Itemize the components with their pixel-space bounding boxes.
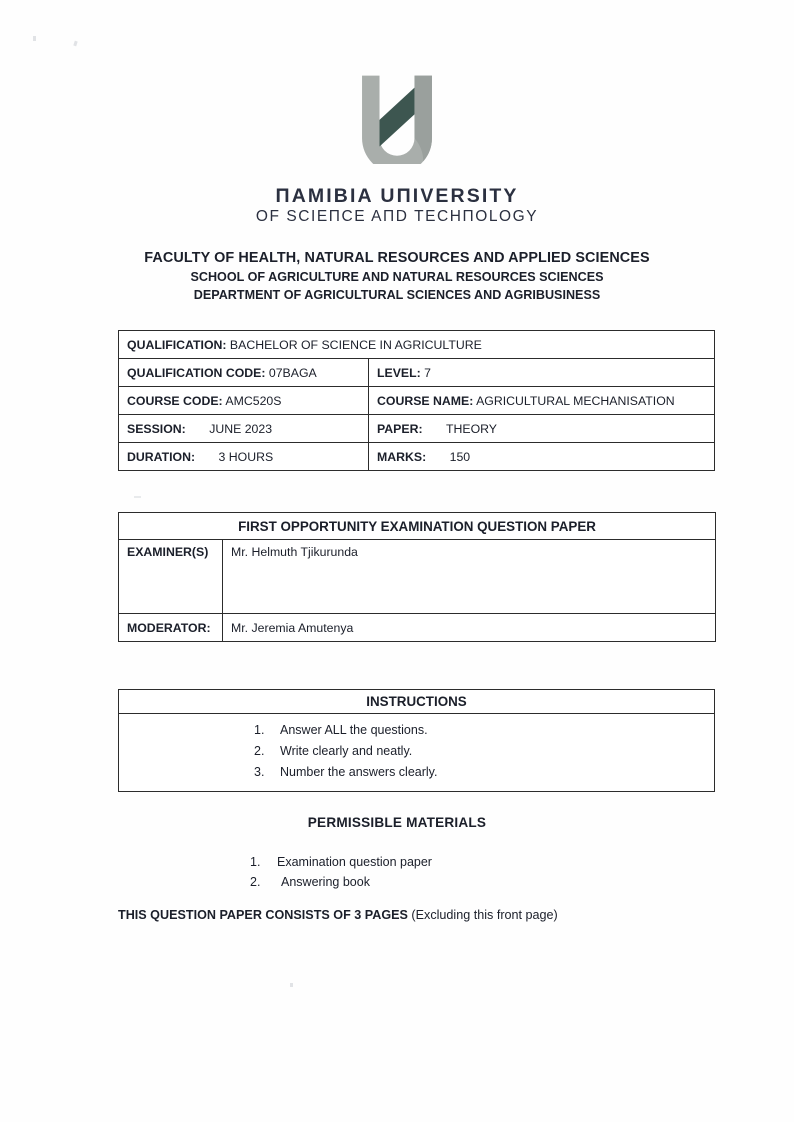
instructions-list: [119, 720, 714, 783]
instruction-text: Answer ALL the questions.: [280, 723, 428, 737]
list-item: [119, 762, 714, 783]
duration-cell: [119, 443, 369, 471]
list-item: [119, 720, 714, 741]
marks-cell: [369, 443, 715, 471]
university-logo-block: [0, 72, 794, 226]
scan-speck: [290, 983, 293, 987]
table-row: [119, 513, 716, 540]
qualification-cell: [119, 331, 715, 359]
marks-label: MARKS:: [377, 449, 427, 464]
instructions-list-cell: [119, 714, 715, 792]
table-row: [119, 331, 715, 359]
faculty-name: FACULTY OF HEALTH, NATURAL RESOURCES AND APPLIED SCIENCES: [144, 250, 650, 266]
instruction-text: Write clearly and neatly.: [280, 744, 413, 758]
duration-label: DURATION:: [127, 449, 196, 464]
course-name-label: COURSE NAME:: [377, 393, 474, 408]
examiner-value: Mr. Helmuth Tjikurunda: [223, 540, 716, 614]
paper-value: THEORY: [445, 421, 498, 436]
session-value: JUNE 2023: [209, 421, 273, 436]
course-code-cell: [119, 387, 369, 415]
material-text: Examination question paper: [277, 855, 432, 869]
material-text: Answering book: [281, 874, 370, 889]
material-number: 1.: [250, 855, 261, 869]
table-row: [119, 540, 716, 614]
scan-speck: [33, 36, 36, 41]
instructions-title: INSTRUCTIONS: [119, 690, 715, 714]
examination-paper-table: [118, 512, 716, 642]
exam-title: FIRST OPPORTUNITY EXAMINATION QUESTION PAPER: [119, 513, 716, 540]
instruction-number: 1.: [254, 723, 265, 737]
session-cell: [119, 415, 369, 443]
table-row: [119, 443, 715, 471]
permissible-materials-title: PERMISSIBLE MATERIALS: [307, 815, 487, 830]
instruction-text: Number the answers clearly.: [280, 765, 438, 779]
qualification-code-label: QUALIFICATION CODE:: [127, 365, 266, 380]
instructions-table: [118, 689, 715, 792]
school-name: SCHOOL OF AGRICULTURE AND NATURAL RESOURCES SCIENCES: [190, 270, 604, 284]
table-row: [119, 359, 715, 387]
level-value: 7: [424, 365, 431, 380]
moderator-value: Mr. Jeremia Amutenya: [223, 614, 716, 642]
qualification-label: QUALIFICATION:: [127, 337, 227, 352]
course-code-value: AMC520S: [225, 393, 282, 408]
pages-note-strong: THIS QUESTION PAPER CONSISTS OF 3 PAGES: [118, 908, 408, 922]
table-row: [119, 387, 715, 415]
level-label: LEVEL:: [377, 365, 421, 380]
university-wordmark: [0, 186, 794, 226]
examiner-label: EXAMINER(S): [119, 540, 223, 614]
table-row: [119, 614, 716, 642]
instruction-number: 2.: [254, 744, 265, 758]
wordmark-line-1: ΠAMIBIA UΠIVERSITY: [275, 185, 519, 207]
qualification-table: [118, 330, 715, 471]
instruction-number: 3.: [254, 765, 265, 779]
marks-value: 150: [449, 449, 471, 464]
nust-shield-logo-icon: [351, 72, 443, 164]
wordmark-line-2: OF SCIEΠCE AΠD TECHΠOLOGY: [255, 208, 539, 226]
pages-note-paren: (Excluding this front page): [407, 908, 558, 922]
list-item: [250, 873, 432, 893]
qualification-code-cell: [119, 359, 369, 387]
scan-speck: [73, 41, 77, 47]
material-number: 2.: [250, 874, 261, 889]
table-row: [119, 690, 715, 714]
qualification-code-value: 07BAGA: [268, 365, 317, 380]
permissible-materials-list: [250, 853, 432, 892]
list-item: [250, 853, 432, 873]
moderator-label: MODERATOR:: [119, 614, 223, 642]
course-name-cell: [369, 387, 715, 415]
session-label: SESSION:: [127, 421, 186, 436]
pages-note: [118, 908, 558, 922]
department-name: DEPARTMENT OF AGRICULTURAL SCIENCES AND AGRIBUSINESS: [193, 288, 601, 302]
course-name-value: AGRICULTURAL MECHANISATION: [476, 393, 675, 408]
table-row: [119, 415, 715, 443]
paper-cell: [369, 415, 715, 443]
course-code-label: COURSE CODE:: [127, 393, 223, 408]
qualification-value: BACHELOR OF SCIENCE IN AGRICULTURE: [229, 337, 482, 352]
list-item: [119, 741, 714, 762]
duration-value: 3 HOURS: [218, 449, 274, 464]
paper-label: PAPER:: [377, 421, 423, 436]
scan-speck: [134, 496, 141, 498]
faculty-headings: [0, 250, 794, 302]
level-cell: [369, 359, 715, 387]
table-row: [119, 714, 715, 792]
